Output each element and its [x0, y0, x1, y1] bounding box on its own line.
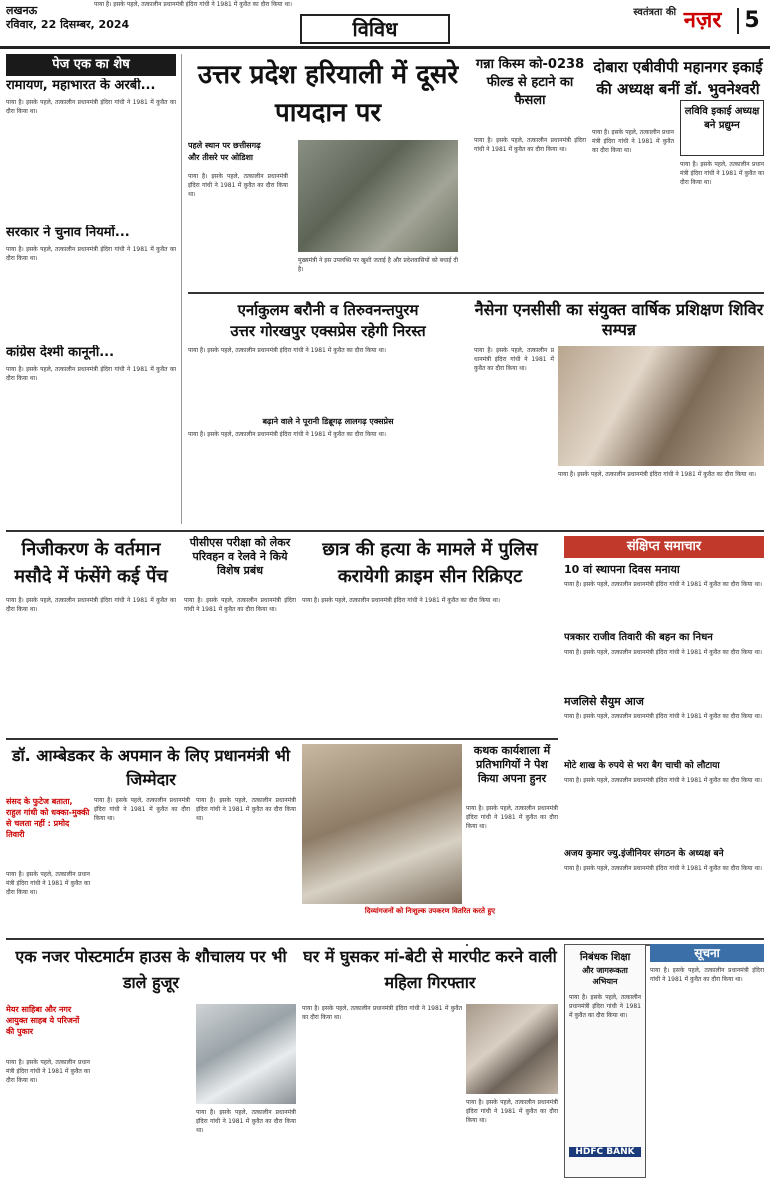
left-article-3-body: पाया है। इसके पहले, तत्कालीन प्रधानमंत्री इंदिरा गांधी ने 1981 में कुवैत का दौरा किया था। — [6, 366, 176, 382]
brief-item-5-head: अजय कुमार ज्यु.इंजीनियर संगठन के अध्यक्ष बने — [564, 849, 724, 859]
kathak-headline: कथक कार्यशाला में प्रतिभागियों ने पेश किया अपना हुनर — [473, 744, 551, 785]
expressway-body: पाया है। इसके पहले, तत्कालीन प्रधानमंत्री इंदिरा गांधी ने 1981 में कुवैत का दौरा किया था। — [188, 347, 387, 354]
page-number: 5 — [737, 8, 765, 34]
ambedkar-body-3: पाया है। इसके पहले, तत्कालीन प्रधानमंत्री इंदिरा गांधी ने 1981 में कुवैत का दौरा किया था। — [196, 797, 296, 822]
pcs-headline: पीसीएस परीक्षा को लेकर परिवहन व रेलवे ने किये विशेष प्रबंध — [189, 536, 291, 577]
left-article-1-body: पाया है। इसके पहले, तत्कालीन प्रधानमंत्री इंदिरा गांधी ने 1981 में कुवैत का दौरा किया था। — [6, 99, 176, 115]
postmortem-subhead: मेयर साहिबा और नगर आयुक्त साहब ये परिजनों की पुकार — [6, 1005, 80, 1036]
expressway-headline-2: उत्तर गोरखपुर एक्सप्रेस रहेगी निरस्त — [230, 322, 426, 340]
ad-body: पाया है। इसके पहले, तत्कालीन प्रधानमंत्री इंदिरा गांधी ने 1981 में कुवैत का दौरा किया था। — [569, 994, 641, 1019]
hdfc-awareness-ad — [564, 944, 646, 1178]
wheelchair-photo-caption: दिव्यांगजनों को निःशुल्क उपकरण वितरित करते हुए — [364, 907, 496, 915]
ganna-headline: गन्ना किस्म को-0238 फील्ड से हटाने का फैसला — [475, 57, 585, 108]
expressway-headline-1: एर्नाकुलम बरौनी व तिरुवनन्तपुरम — [237, 301, 419, 319]
ad-title: निबंधक शिक्षा — [579, 952, 631, 963]
brand-tagline: स्वतंत्रता की — [633, 7, 677, 18]
postmortem-body-2: पाया है। इसके पहले, तत्कालीन प्रधानमंत्री इंदिरा गांधी ने 1981 में कुवैत का दौरा किया था। — [94, 1, 293, 8]
left-article-2-body: पाया है। इसके पहले, तत्कालीन प्रधानमंत्री इंदिरा गांधी ने 1981 में कुवैत का दौरा किया था। — [6, 246, 176, 262]
brief-news-title: संक्षिप्त समाचार — [564, 536, 764, 558]
brief-item-3-head: मजलिसे सैयुम आज — [564, 695, 644, 708]
dobara-headline: दोबारा एबीवीपी महानगर इकाई की अध्यक्ष बनीं डॉ. भुवनेश्वरी — [593, 58, 763, 98]
lucknow-unit-body: पाया है। इसके पहले, तत्कालीन प्रधानमंत्री इंदिरा गांधी ने 1981 में कुवैत का दौरा किया था। — [680, 161, 764, 186]
ncc-body: पाया है। इसके पहले, तत्कालीन प्रधानमंत्री इंदिरा गांधी ने 1981 में कुवैत का दौरा किया था। — [474, 347, 554, 372]
main-headline: उत्तर प्रदेश हरियाली में दूसरे पायदान पर — [197, 60, 459, 128]
brief-item-3-body: पाया है। इसके पहले, तत्कालीन प्रधानमंत्री इंदिरा गांधी ने 1981 में कुवैत का दौरा किया था। — [564, 713, 763, 720]
main-body-col1: पाया है। इसके पहले, तत्कालीन प्रधानमंत्री इंदिरा गांधी ने 1981 में कुवैत का दौरा किया था। — [188, 173, 288, 198]
pcs-body: पाया है। इसके पहले, तत्कालीन प्रधानमंत्री इंदिरा गांधी ने 1981 में कुवैत का दौरा किया था। — [184, 597, 296, 613]
brief-item-4-body: पाया है। इसके पहले, तत्कालीन प्रधानमंत्री इंदिरा गांधी ने 1981 में कुवैत का दौरा किया था। — [564, 777, 763, 784]
section-rule-2 — [6, 530, 764, 532]
section-title: विविध — [300, 14, 450, 44]
brand-name: नज़र — [683, 7, 722, 33]
murder-body: पाया है। इसके पहले, तत्कालीन प्रधानमंत्री इंदिरा गांधी ने 1981 में कुवैत का दौरा किया था। — [302, 597, 501, 604]
postmortem-body-1: पाया है। इसके पहले, तत्कालीन प्रधानमंत्री इंदिरा गांधी ने 1981 में कुवैत का दौरा किया था। — [6, 1059, 90, 1084]
ambedkar-subhead: संसद के फुटेज बताता, राहुल गांधी को धक्का-मुक्की से चलता नहीं : प्रमोद तिवारी — [6, 797, 90, 839]
ncc-headline: नैसेना एनसीसी का संयुक्त वार्षिक प्रशिक्षण शिविर सम्पन्न — [474, 300, 764, 339]
toilet-photo — [196, 1004, 296, 1104]
assault-headline: घर में घुसकर मां-बेटी से मारपीट करने वाली महिला गिरफ्तार — [303, 947, 557, 992]
postmortem-headline: एक नजर पोस्टमार्टम हाउस के शौचालय पर भी डाले हुजूर — [15, 947, 287, 992]
brief-item-2-head: पत्रकार राजीव तिवारी की बहन का निधन — [564, 632, 713, 643]
ad-subtitle: और जागरूकता अभियान — [582, 966, 628, 986]
spacer-8 — [466, 944, 468, 946]
subpoint-2: और तीसरे पर ओडिशा — [188, 153, 253, 162]
city-name: लखनऊ — [6, 4, 38, 17]
arrested-woman-photo — [466, 1004, 558, 1094]
tree-photo — [298, 140, 458, 252]
nijikaran-headline: निजीकरण के वर्तमान मसौदे में फंसेंगे कई पेंच — [14, 539, 168, 587]
brief-item-5-body: पाया है। इसके पहले, तत्कालीन प्रधानमंत्री इंदिरा गांधी ने 1981 में कुवैत का दौरा किया था। — [564, 865, 763, 872]
brief-item-4-head: मोटे शाख के रुपये से भरा बैग चाची को लौटाया — [564, 761, 720, 771]
left-headline-1: रामायण, महाभारत के अरबी... — [6, 78, 156, 93]
kathak-body: पाया है। इसके पहले, तत्कालीन प्रधानमंत्री इंदिरा गांधी ने 1981 में कुवैत का दौरा किया था। — [466, 805, 558, 830]
expressway-body-2: पाया है। इसके पहले, तत्कालीन प्रधानमंत्री इंदिरा गांधी ने 1981 में कुवैत का दौरा किया था। — [188, 431, 387, 438]
ambedkar-headline: डॉ. आम्बेडकर के अपमान के लिए प्रधानमंत्री भी जिम्मेदार — [11, 746, 291, 789]
brief-item-1-body: पाया है। इसके पहले, तत्कालीन प्रधानमंत्री इंदिरा गांधी ने 1981 में कुवैत का दौरा किया था। — [564, 581, 763, 588]
ambedkar-body-2: पाया है। इसके पहले, तत्कालीन प्रधानमंत्री इंदिरा गांधी ने 1981 में कुवैत का दौरा किया था। — [94, 797, 190, 822]
assault-body-2: पाया है। इसके पहले, तत्कालीन प्रधानमंत्री इंदिरा गांधी ने 1981 में कुवैत का दौरा किया था। — [466, 1099, 558, 1124]
notice-title: सूचना — [650, 944, 764, 962]
hdfc-logo: HDFC BANK — [569, 1147, 641, 1157]
brand-logo — [633, 7, 729, 33]
ncc-group-photo — [558, 346, 764, 466]
ncc-body-2: पाया है। इसके पहले, तत्कालीन प्रधानमंत्री इंदिरा गांधी ने 1981 में कुवैत का दौरा किया था। — [558, 471, 757, 478]
issue-date: रविवार, 22 दिसम्बर, 2024 — [6, 18, 130, 31]
brief-item-1-head: 10 वां स्थापना दिवस मनाया — [564, 563, 680, 576]
murder-headline: छात्र की हत्या के मामले में पुलिस करायेगी क्राइम सीन रिक्रिएट — [322, 539, 538, 587]
expressway-subhead: बढ़ाने वाले ने पूरानी डिब्रूगढ़ लालगढ़ एक्सप्रेस — [262, 417, 394, 426]
notice-body: पाया है। इसके पहले, तत्कालीन प्रधानमंत्री इंदिरा गांधी ने 1981 में कुवैत का दौरा किया था। — [650, 967, 764, 983]
postmortem-body-3: पाया है। इसके पहले, तत्कालीन प्रधानमंत्री इंदिरा गांधी ने 1981 में कुवैत का दौरा किया था। — [196, 1109, 296, 1134]
section-rule-4 — [6, 938, 764, 940]
masthead-right — [560, 4, 765, 44]
left-headline-2: सरकार ने चुनाव नियमों... — [6, 225, 130, 240]
section-rule-1 — [188, 292, 764, 294]
ambedkar-body-1: पाया है। इसके पहले, तत्कालीन प्रधानमंत्री इंदिरा गांधी ने 1981 में कुवैत का दौरा किया था। — [6, 871, 90, 896]
section-rule-3 — [6, 738, 558, 740]
wheelchair-distribution-photo — [302, 744, 462, 904]
subpoint-1: पहले स्थान पर छत्तीसगढ़ — [188, 141, 261, 150]
main-photo-caption: मुख्यमंत्री ने इस उपलब्धि पर खुशी जताई है और प्रदेशवासियों को बधाई दी है। — [298, 257, 458, 273]
lucknow-unit-president-box: लविवि इकाई अध्यक्ष बने प्रद्युम्न — [680, 100, 764, 156]
assault-body: पाया है। इसके पहले, तत्कालीन प्रधानमंत्री इंदिरा गांधी ने 1981 में कुवैत का दौरा किया था। — [302, 1005, 462, 1021]
ganna-body: पाया है। इसके पहले, तत्कालीन प्रधानमंत्री इंदिरा गांधी ने 1981 में कुवैत का दौरा किया था। — [474, 137, 586, 153]
nijikaran-body: पाया है। इसके पहले, तत्कालीन प्रधानमंत्री इंदिरा गांधी ने 1981 में कुवैत का दौरा किया था। — [6, 597, 176, 613]
brief-item-2-body: पाया है। इसके पहले, तत्कालीन प्रधानमंत्री इंदिरा गांधी ने 1981 में कुवैत का दौरा किया था। — [564, 649, 763, 656]
page-one-remainder-title: पेज एक का शेष — [6, 54, 176, 76]
left-headline-3: कांग्रेस देश्मी कानूनी... — [6, 345, 115, 360]
dobara-body: पाया है। इसके पहले, तत्कालीन प्रधानमंत्री इंदिरा गांधी ने 1981 में कुवैत का दौरा किया था। — [592, 129, 674, 154]
